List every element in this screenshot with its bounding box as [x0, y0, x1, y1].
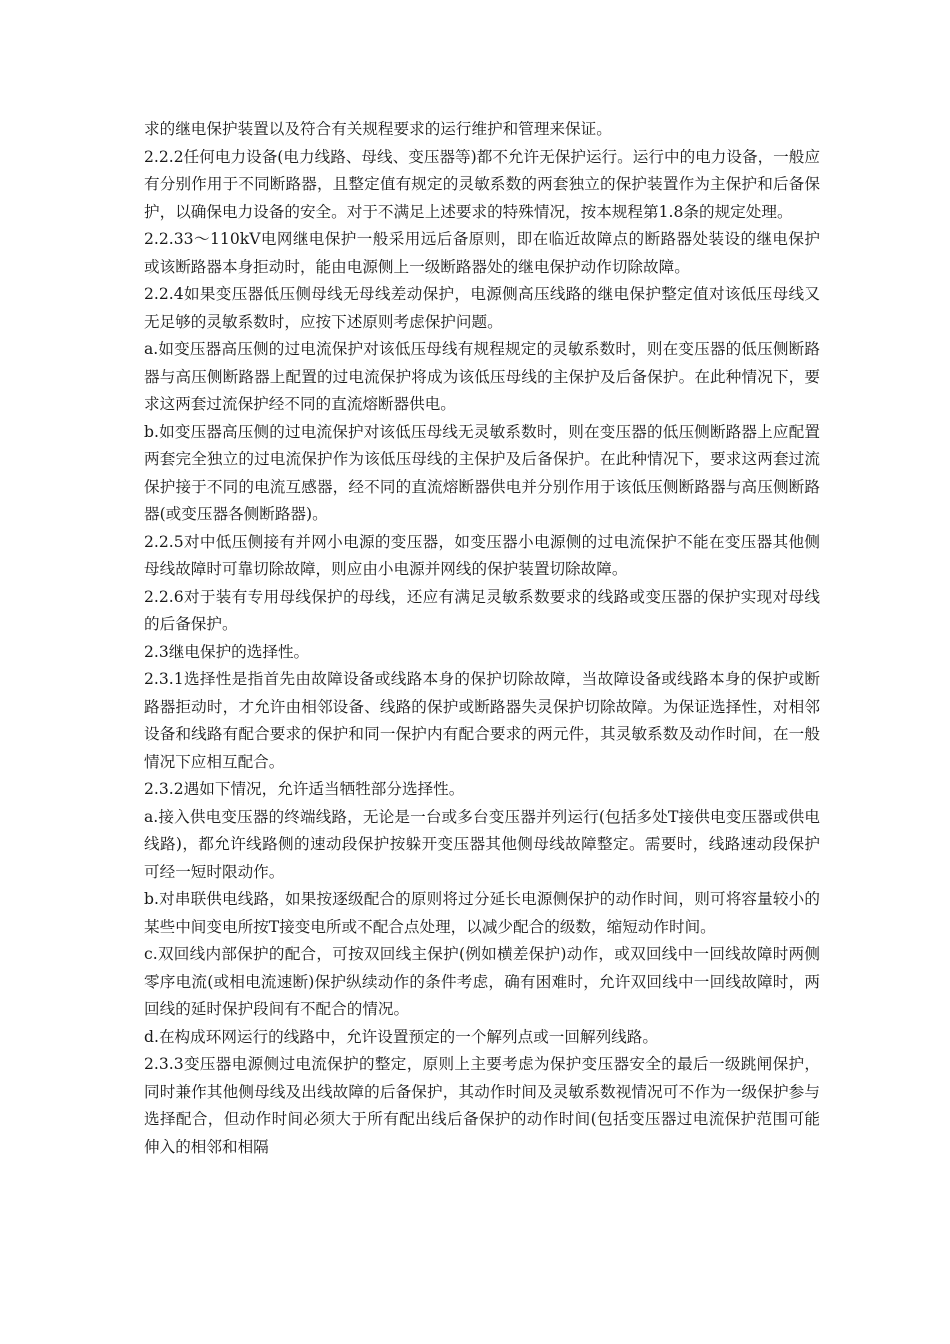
paragraph-2-3-3: 2.3.3变压器电源侧过电流保护的整定，原则上主要考虑为保护变压器安全的最后一级跳闸保护，同时兼作其他侧母线及出线故障的后备保护，其动作时间及灵敏系数视情况可不作为一级保护参与选择配合，但动作时间必须大于所有配出线后备保护的动作时间(包括变压器过电流保护范围可能伸入的相邻和相隔	[144, 1055, 820, 1156]
paragraph-2-3-1: 2.3.1选择性是指首先由故障设备或线路本身的保护切除故障，当故障设备或线路本身的保护或断路器拒动时，才允许由相邻设备、线路的保护或断路器失灵保护切除故障。为保证选择性，对相邻设备和线路有配合要求的保护和同一保护内有配合要求的两元件，其灵敏系数及动作时间，在一般情况下应相互配合。	[144, 670, 820, 771]
paragraph-2-2-5: 2.2.5对中低压侧接有并网小电源的变压器，如变压器小电源侧的过电流保护不能在变压器其他侧母线故障时可靠切除故障，则应由小电源并网线的保护装置切除故障。	[144, 532, 820, 578]
document-body	[144, 116, 820, 1161]
paragraph-2-2-3: 2.2.33～110kV电网继电保护一般采用远后备原则，即在临近故障点的断路器处装设的继电保护或该断路器本身拒动时，能由电源侧上一级断路器处的继电保护动作切除故障。	[144, 230, 820, 276]
section-heading-2-3: 2.3继电保护的选择性。	[144, 642, 310, 661]
paragraph-2-2-6: 2.2.6对于装有专用母线保护的母线，还应有满足灵敏系数要求的线路或变压器的保护实现对母线的后备保护。	[144, 587, 820, 633]
paragraph-2-2-4-b: b.如变压器高压侧的过电流保护对该低压母线无灵敏系数时，则在变压器的低压侧断路器上应配置两套完全独立的过电流保护作为该低压母线的主保护及后备保护。在此种情况下，要求这两套过流保护接于不同的电流互感器，经不同的直流熔断器供电并分别作用于该低压侧断路器与高压侧断路器(或变压器各侧断路器)。	[144, 422, 820, 523]
paragraph-2-2-4-a: a.如变压器高压侧的过电流保护对该低压母线有规程规定的灵敏系数时，则在变压器的低压侧断路器与高压侧断路器上配置的过电流保护将成为该低压母线的主保护及后备保护。在此种情况下，要求这两套过流保护经不同的直流熔断器供电。	[144, 340, 820, 413]
paragraph-2-2-2: 2.2.2任何电力设备(电力线路、母线、变压器等)都不允许无保护运行。运行中的电力设备，一般应有分别作用于不同断路器，且整定值有规定的灵敏系数的两套独立的保护装置作为主保护和后备保护，以确保电力设备的安全。对于不满足上述要求的特殊情况，按本规程第1.8条的规定处理。	[144, 147, 820, 221]
paragraph-2-2-4: 2.2.4如果变压器低压侧母线无母线差动保护，电源侧高压线路的继电保护整定值对该低压母线又无足够的灵敏系数时，应按下述原则考虑保护问题。	[144, 285, 820, 331]
paragraph-2-3-2-d: d.在构成环网运行的线路中，允许设置预定的一个解列点或一回解列线路。	[144, 1027, 658, 1046]
paragraph-continuation: 求的继电保护装置以及符合有关规程要求的运行维护和管理来保证。	[144, 120, 612, 138]
paragraph-2-3-2-a: a.接入供电变压器的终端线路，无论是一台或多台变压器并列运行(包括多处T接供电变压器或供电线路)，都允许线路侧的速动段保护按躲开变压器其他侧母线故障整定。需要时，线路速动段保护可经一短时限动作。	[144, 807, 820, 881]
paragraph-2-3-2-b: b.对串联供电线路，如果按逐级配合的原则将过分延长电源侧保护的动作时间，则可将容量较小的某些中间变电所按T接变电所或不配合点处理，以减少配合的级数，缩短动作时间。	[144, 890, 820, 936]
paragraph-2-3-2: 2.3.2遇如下情况，允许适当牺牲部分选择性。	[144, 780, 465, 798]
paragraph-2-3-2-c: c.双回线内部保护的配合，可按双回线主保护(例如横差保护)动作，或双回线中一回线故障时两侧零序电流(或相电流速断)保护纵续动作的条件考虑，确有困难时，允许双回线中一回线故障时，两回线的延时保护段间有不配合的情况。	[144, 945, 820, 1018]
